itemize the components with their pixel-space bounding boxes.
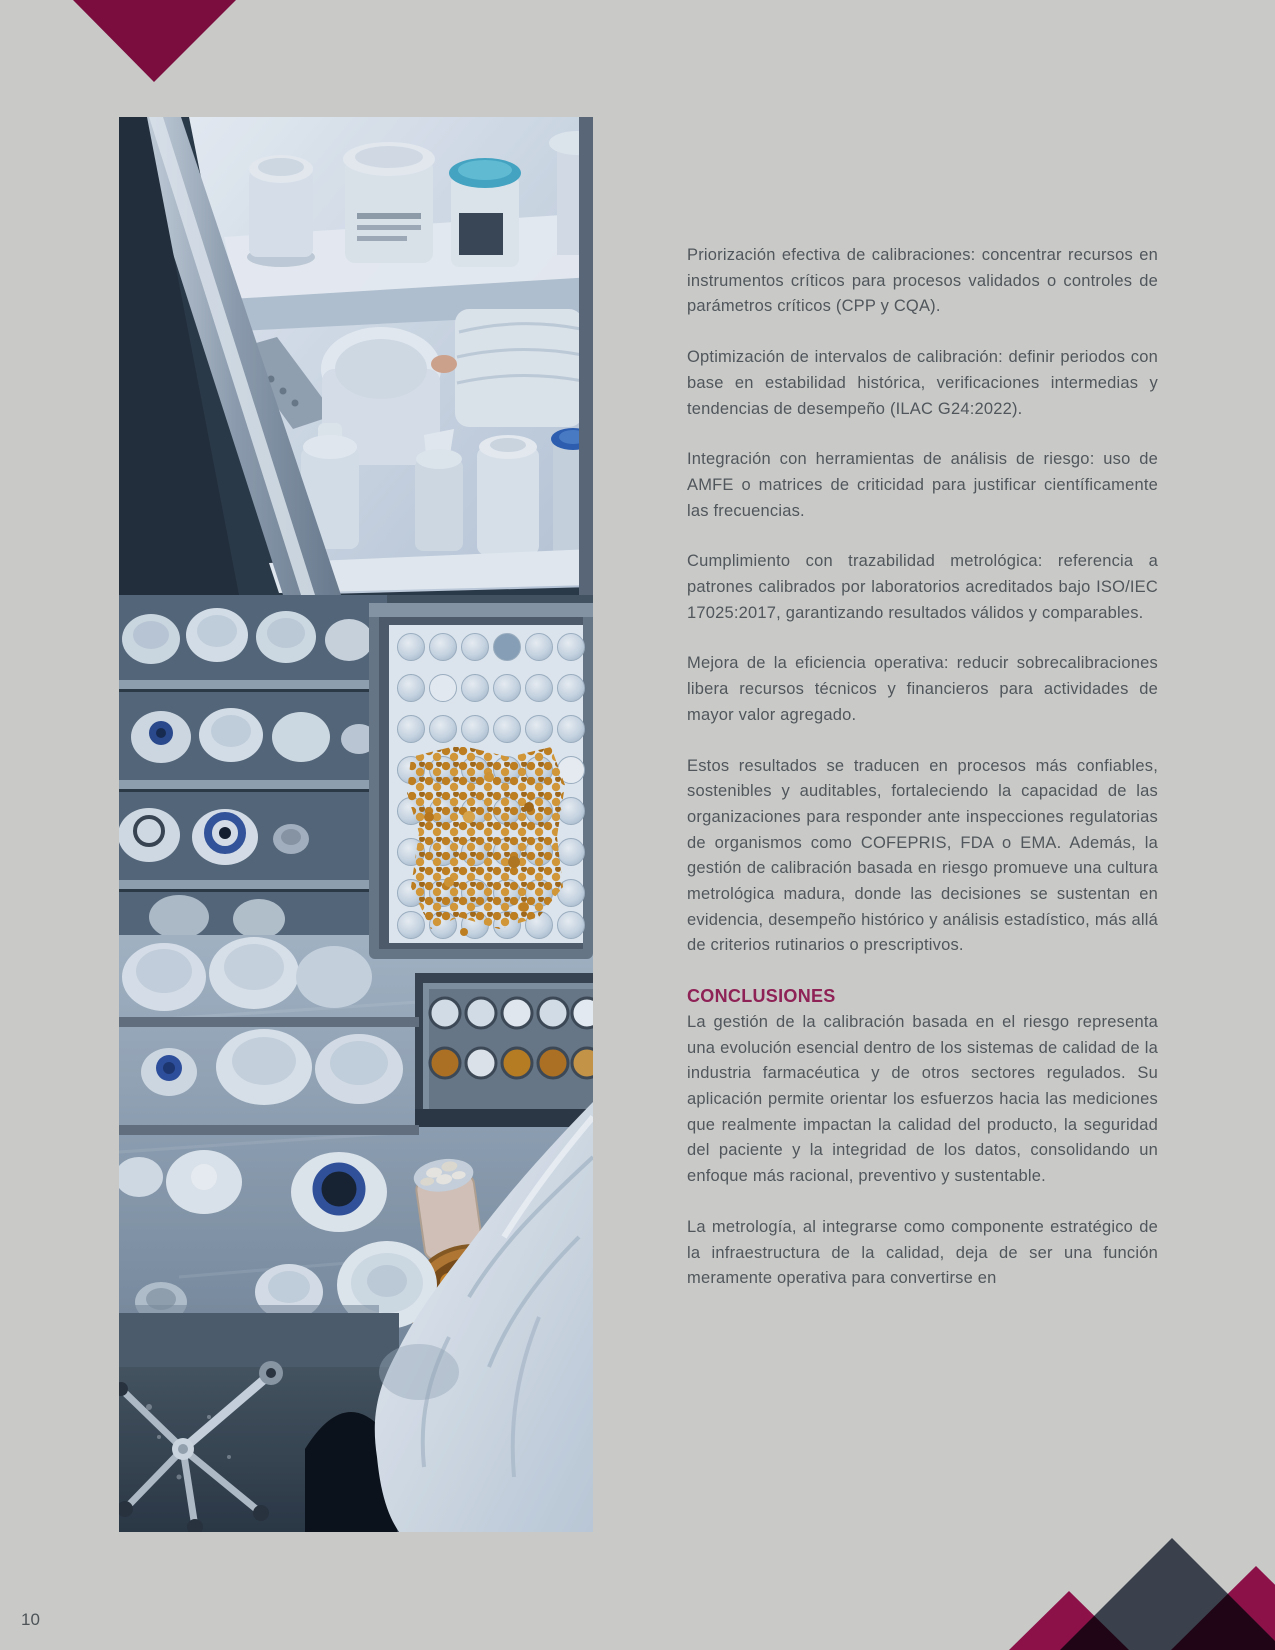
body-paragraph: Estos resultados se traducen en procesos más confiables, sostenibles y auditables, fortaleciendo la capacidad de las organizaciones para responder ante inspecciones regulatorias de organismos como COFEPRIS, FDA o EMA. Además, la gestión de calibración basada en riesgo promueve una cultura metrológica madura, donde las decisiones se sustentan en evidencia, desempeño histórico y análisis estadístico, más allá de criterios rutinarios o prescriptivos.: [687, 756, 1158, 955]
page-number: 10: [21, 1610, 40, 1629]
body-paragraph: Optimización de intervalos de calibración: definir periodos con base en estabilidad histórica, verificaciones intermedias y tendencias de desempeño (ILAC G24:2022).: [687, 348, 1158, 418]
body-paragraph: La gestión de la calibración basada en el riesgo representa una evolución esencial dentro de los sistemas de calidad de la industria farmacéutica y de otros sectores regulados. Su aplicación permite orientar los esfuerzos hacia las mediciones que realmente impactan la calidad del producto, la seguridad del paciente y la integridad de los datos, consolidando un enfoque más racional, preventivo y sustentable.: [687, 1012, 1158, 1186]
lab-photo: [119, 117, 593, 1532]
body-paragraph: Cumplimiento con trazabilidad metrológica: referencia a patrones calibrados por laboratorios acreditados bajo ISO/IEC 17025:2017, garantizando resultados válidos y comparables.: [687, 552, 1158, 622]
body-paragraph: Priorización efectiva de calibraciones: concentrar recursos en instrumentos críticos para procesos validados o controles de parámetros críticos (CPP y CQA).: [687, 246, 1158, 316]
body-paragraph: La metrología, al integrarse como componente estratégico de la infraestructura de la calidad, deja de ser una función meramente operativa para convertirse en: [687, 1217, 1158, 1288]
body-paragraph: Mejora de la eficiencia operativa: reducir sobrecalibraciones libera recursos técnicos y financieros para actividades de mayor valor agregado.: [687, 654, 1158, 724]
corner-triangles-bottom-right: [945, 1530, 1275, 1650]
conclusions-heading: CONCLUSIONES: [687, 986, 836, 1007]
body-paragraph: Integración con herramientas de análisis de riesgo: uso de AMFE o matrices de criticidad para justificar científicamente las frecuencias.: [687, 450, 1158, 520]
article-column: [687, 243, 1158, 1317]
corner-diamond-top-left: [60, 0, 250, 85]
